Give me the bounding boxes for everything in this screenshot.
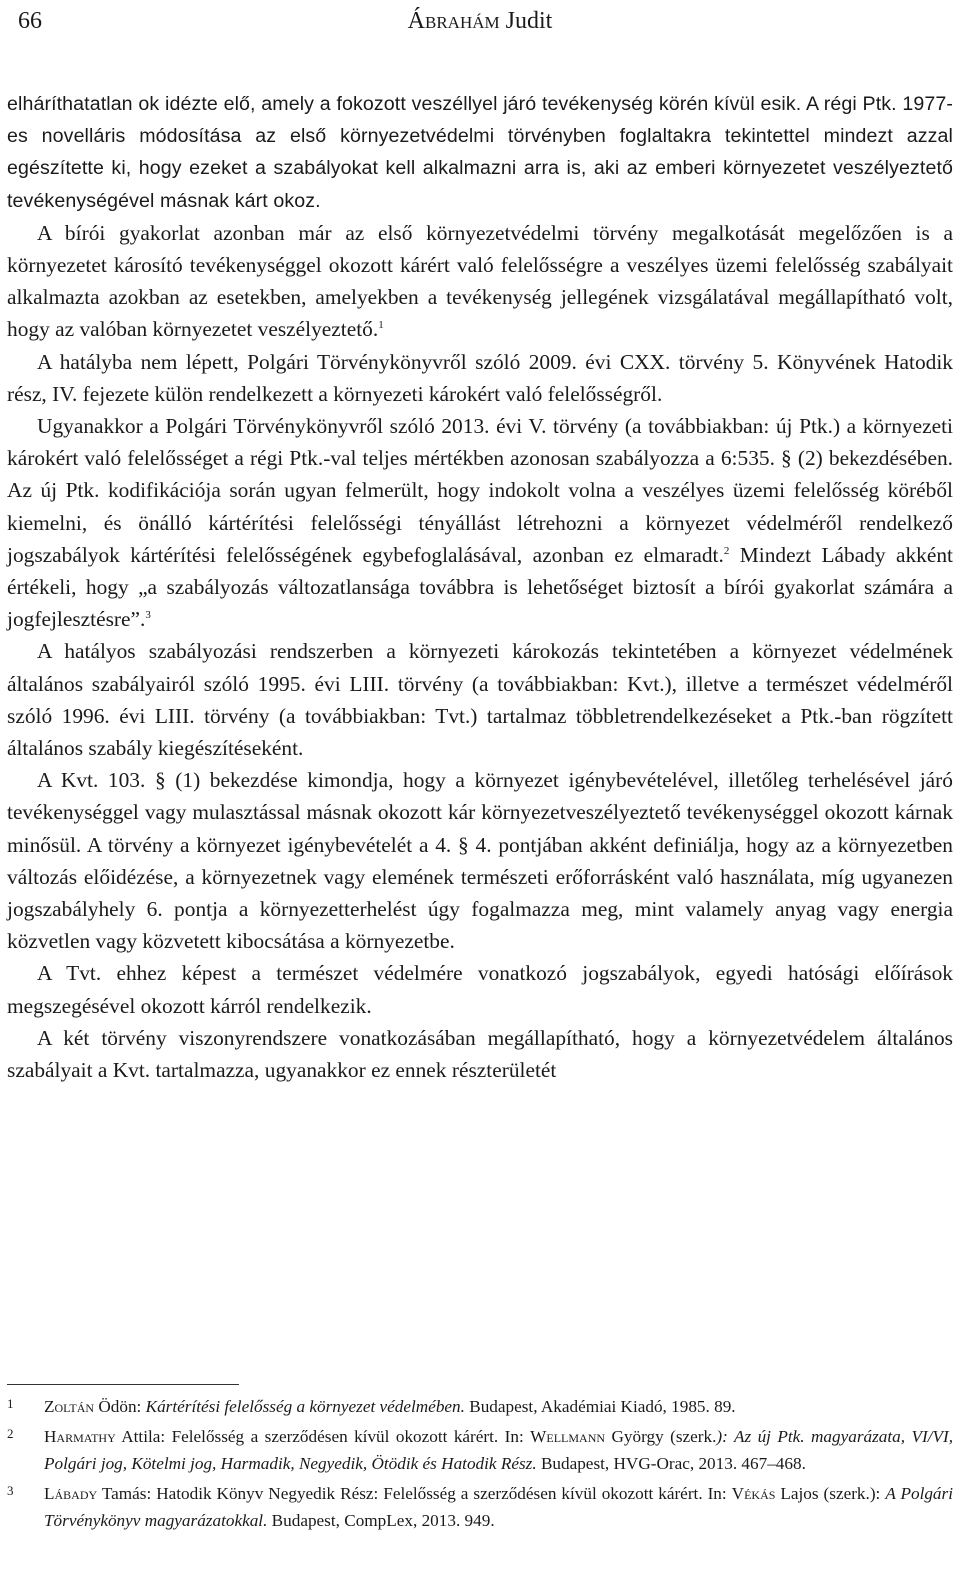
footnote-ref-2[interactable]: 2 <box>723 544 730 557</box>
author-first-name: Judit <box>505 8 553 34</box>
paragraph-8: A két törvény viszonyrendszere vonatkozásában megállapítható, hogy a környezetvédelem általános szabályait a Kvt. tartalmazza, ugyanakkor ez ennek részterületét <box>7 1025 953 1083</box>
running-head-author <box>8 8 952 35</box>
paragraph-2-text: A bírói gyakorlat azonban már az első környezetvédelmi törvény megalkotását megelőzően is a környezetet károsító tevékenységgel okozott kárért való felelősségre a veszélyes üzemi felelősség szabályait alkalmazta azokban az esetekben, amelyekben a tevékenység jellegének vizsgálatával megállapítható volt, hogy az valóban környezetet veszélyeztető. <box>7 220 953 342</box>
main-text <box>7 88 953 1086</box>
footnote-title: A Polgári Törvénykönyv magyarázatokkal. <box>44 1484 953 1530</box>
running-header <box>8 6 952 40</box>
footnote-author-last: Harmathy <box>44 1427 116 1446</box>
paragraph-1: elháríthatatlan ok idézte elő, amely a fokozott veszéllyel járó tevékenység körén kívül esik. A régi Ptk. 1977-es novelláris módosítása az első környezetvédelmi törvényben foglaltakra tekintettel mindezt azzal egészítette ki, hogy ezeket a szabályokat kell alkalmazni arra is, aki az emberi környezetet veszélyeztető tevékenységével másnak kárt okoz. <box>7 93 953 212</box>
footnote-number: 3 <box>7 1483 14 1498</box>
paragraph-4 <box>7 410 953 635</box>
author-last-name: Ábrahám <box>407 8 500 34</box>
footnote-author-last: Lábady <box>44 1484 98 1503</box>
footnote-number: 1 <box>7 1396 14 1411</box>
footnote-publication: Budapest, HVG-Orac, 2013. 467–468. <box>536 1454 806 1473</box>
footnote-2 <box>7 1423 953 1477</box>
page-number: 66 <box>18 8 42 34</box>
footnote-divider <box>7 1384 239 1385</box>
paragraph-6: A Kvt. 103. § (1) bekezdése kimondja, hogy a környezet igénybevételével, illetőleg terhelésével járó tevékenységgel vagy mulasztással másnak okozott kár környezetveszélyeztető tevékenységgel okozott kárnak minősül. A törvény a környezet igénybevételét a 4. § 4. pontjában akként definiálja, hogy az a környezetben változás előidézése, a környezetnek vagy elemének természeti erőforrásként való használata, míg ugyanezen jogszabályhely 6. pontja a környezetterhelést úgy fogalmazza meg, mint valamely anyag vagy energia közvetlen vagy közvetett kibocsátása a környezetbe. <box>7 768 953 954</box>
footnote-author-rest: Ödön: <box>94 1397 146 1416</box>
paragraph-3: A hatályba nem lépett, Polgári Törvénykönyvről szóló 2009. évi CXX. törvény 5. Könyvének Hatodik rész, IV. fejezete külön rendelkezett a környezeti károkért való felelősségről. <box>7 349 953 406</box>
footnote-ref-3[interactable]: 3 <box>145 609 151 622</box>
footnote-ref-1[interactable]: 1 <box>378 319 384 332</box>
footnote-publication: Budapest, Akadémiai Kiadó, 1985. 89. <box>464 1397 736 1416</box>
footnote-title: ): Az új Ptk. magyarázata, VI/VI, Polgári jog, Kötelmi jog, Harmadik, Negyedik, Ötödik és Hatodik Rész. <box>44 1427 953 1473</box>
paragraph-7: A Tvt. ehhez képest a természet védelmére vonatkozó jogszabályok, egyedi hatósági előírások megszegésével okozott kárról rendelkezik. <box>7 961 953 1018</box>
paragraph-2 <box>7 217 953 346</box>
footnote-author-rest: Tamás: Hatodik Könyv Negyedik Rész: Felelősség a szerződésen kívül okozott kárért. In: <box>97 1484 732 1503</box>
footnote-editor-rest: György (szerk. <box>605 1427 717 1446</box>
paragraph-4-text: Ugyanakkor a Polgári Törvénykönyvről szóló 2013. évi V. törvény (a továbbiakban: új Ptk.) a környezeti károkért való felelősséget a régi Ptk.-val teljes mértékben azonosan szabályozza a 6:535. § (2) bekezdésében. Az új Ptk. kodifikációja során ugyan felmerült, hogy indokolt volna a veszélyes üzemi felelősség köréből kiemelni, és önálló kártérítési felelősségi tényállást létrehozni a környezet védelméről rendelkező jogszabályok kártérítési felelősségének egybefoglalásával, azonban ez elmaradt. <box>7 414 953 567</box>
footnote-editor-last: Wellmann <box>530 1427 606 1446</box>
footnote-author-last: Zoltán <box>44 1397 95 1416</box>
paragraph-4-continuation: Mindezt Lábady akként értékeli, hogy „a szabályozás változatlansága továbbra is lehetőséget biztosít a bírói gyakorlat számára a jogfejlesztésre”. <box>7 542 953 632</box>
footnotes <box>7 1393 953 1537</box>
footnote-editor-rest: Lajos (szerk.): <box>775 1484 886 1503</box>
footnote-number: 2 <box>7 1426 14 1441</box>
paragraph-5: A hatályos szabályozási rendszerben a környezeti károkozás tekintetében a környezet védelmének általános szabályairól szóló 1995. évi LIII. törvény (a továbbiakban: Kvt.), illetve a természet védelméről szóló 1996. évi LIII. törvény (a továbbiakban: Tvt.) tartalmaz többletrendelkezéseket a Ptk.-ban rögzített általános szabály kiegészítéseként. <box>7 639 953 761</box>
footnote-author-rest: Attila: Felelősség a szerződésen kívül okozott kárért. In: <box>115 1427 531 1446</box>
footnote-1 <box>7 1393 953 1420</box>
footnote-3 <box>7 1480 953 1534</box>
footnote-editor-last: Vékás <box>731 1484 776 1503</box>
footnote-publication: Budapest, CompLex, 2013. 949. <box>267 1511 495 1530</box>
footnote-title: Kártérítési felelősség a környezet védelmében. <box>145 1397 465 1416</box>
